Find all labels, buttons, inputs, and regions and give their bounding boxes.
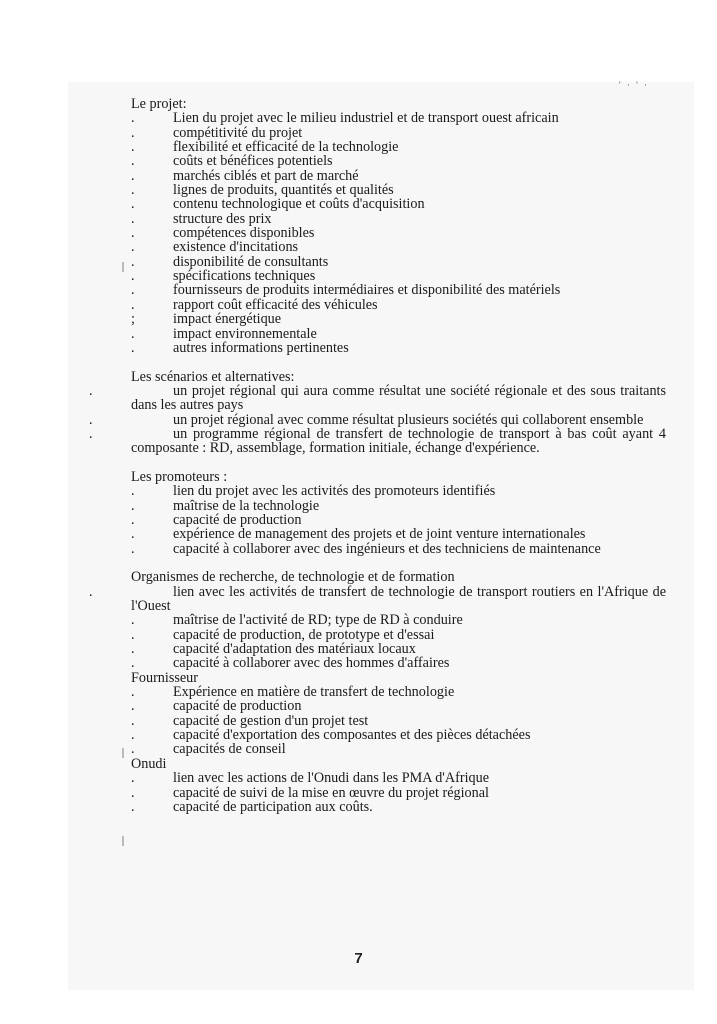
list-item: . capacité de gestion d'un projet test — [131, 712, 369, 729]
list-item: . lignes de produits, quantités et qualités — [131, 182, 394, 199]
paragraph-item: . un programme régional de transfert de technologie de transport à bas coût ayant 4 composante : RD, assemblage, formation initiale, échange d'expérience. — [89, 425, 666, 457]
bullet-mark: . — [131, 712, 135, 729]
bullet-mark: . — [131, 225, 135, 242]
list-item: . disponibilité de consultants — [131, 253, 329, 270]
section-heading-promoteurs: Les promoteurs : — [131, 468, 228, 485]
margin-tick — [122, 262, 124, 272]
document-body — [89, 96, 671, 815]
list-item: . maîtrise de l'activité de RD; type de RD à conduire — [131, 612, 463, 629]
list-item: . impact environnementale — [131, 325, 317, 342]
bullet-mark: . — [131, 684, 135, 701]
bullet-mark: . — [131, 655, 135, 672]
bullet-mark: . — [131, 784, 135, 801]
bullet-mark: . — [131, 727, 135, 744]
bullet-mark: . — [89, 583, 93, 600]
list-item: . capacité d'exportation des composantes et des pièces détachées — [131, 727, 531, 744]
list-item: . spécifications techniques — [131, 268, 316, 285]
list-item: . capacité de participation aux coûts. — [131, 798, 373, 815]
bullet-mark: . — [131, 110, 135, 127]
bullet-mark: . — [131, 268, 135, 285]
paragraph-item: . un projet régional qui aura comme résultat une société régionale et des sous traitants dans les autres pays — [89, 382, 666, 414]
bullet-mark: . — [131, 526, 135, 543]
list-item: . autres informations pertinentes — [131, 339, 349, 356]
list-item: . capacité de production — [131, 698, 302, 715]
list-item: . existence d'incitations — [131, 239, 299, 256]
list-item: . compétences disponibles — [131, 225, 315, 242]
list-item: . capacité à collaborer avec des ingénieurs et des techniciens de maintenance — [131, 540, 601, 557]
section-gap — [131, 556, 671, 570]
list-item: . capacité d'adaptation des matériaux locaux — [131, 641, 416, 658]
section-heading-projet: Le projet: — [131, 96, 187, 112]
scan-artifact-mark: ' · ' · — [619, 80, 649, 90]
bullet-mark: ; — [131, 311, 135, 328]
section-gap — [131, 456, 671, 470]
bullet-mark: . — [131, 741, 135, 758]
bullet-mark: . — [131, 239, 135, 256]
bullet-mark: . — [131, 124, 135, 141]
bullet-mark: . — [131, 770, 135, 787]
section-heading-fournisseur: Fournisseur — [131, 669, 198, 686]
list-item: . fournisseurs de produits intermédiaires et disponibilité des matériels — [131, 282, 561, 299]
list-item: . flexibilité et efficacité de la technologie — [131, 139, 399, 156]
list-item: . coûts et bénéfices potentiels — [131, 153, 333, 170]
bullet-mark: . — [131, 253, 135, 270]
list-item: . capacités de conseil — [131, 741, 286, 758]
bullet-mark: . — [131, 167, 135, 184]
bullet-mark: . — [131, 540, 135, 557]
list-item: . marchés ciblés et part de marché — [131, 167, 359, 184]
section-gap — [131, 355, 671, 369]
bullet-mark: . — [131, 325, 135, 342]
bullet-mark: . — [89, 411, 93, 428]
margin-tick — [122, 748, 124, 758]
bullet-mark: . — [131, 210, 135, 227]
bullet-mark: . — [131, 282, 135, 299]
page-number: 7 — [354, 950, 363, 967]
bullet-mark: . — [131, 698, 135, 715]
list-item: . lien du projet avec les activités des promoteurs identifiés — [131, 483, 496, 500]
section-heading-onudi: Onudi — [131, 755, 167, 772]
bullet-mark: . — [131, 798, 135, 815]
bullet-mark: . — [131, 139, 135, 156]
list-item: . maîtrise de la technologie — [131, 497, 320, 514]
list-item: . compétitivité du projet — [131, 124, 303, 141]
bullet-mark: . — [131, 196, 135, 213]
list-item: . structure des prix — [131, 210, 272, 227]
bullet-mark: . — [131, 483, 135, 500]
bullet-mark: . — [131, 182, 135, 199]
paragraph-item: . lien avec les activités de transfert de technologie de transport routiers en l'Afrique de l'Ouest — [89, 583, 666, 615]
margin-tick — [122, 836, 124, 846]
bullet-mark: . — [131, 296, 135, 313]
bullet-mark: . — [131, 626, 135, 643]
list-item: . Expérience en matière de transfert de technologie — [131, 684, 455, 701]
paragraph-item: . un projet régional avec comme résultat plusieurs sociétés qui collaborent ensemble — [89, 411, 644, 428]
list-item: . capacité de production — [131, 511, 302, 528]
bullet-mark: . — [131, 153, 135, 170]
list-item: . capacité à collaborer avec des hommes d'affaires — [131, 655, 450, 672]
list-item: ; impact énergétique — [131, 311, 282, 328]
bullet-mark: . — [131, 497, 135, 514]
list-item: . contenu technologique et coûts d'acquisition — [131, 196, 425, 213]
bullet-mark: . — [89, 425, 93, 442]
list-item: . expérience de management des projets et de joint venture internationales — [131, 526, 586, 543]
list-item: . rapport coût efficacité des véhicules — [131, 296, 378, 313]
list-item: . capacité de production, de prototype et d'essai — [131, 626, 435, 643]
bullet-mark: . — [131, 511, 135, 528]
bullet-mark: . — [131, 641, 135, 658]
bullet-mark: . — [131, 612, 135, 629]
bullet-mark: . — [89, 382, 93, 399]
bullet-mark: . — [131, 339, 135, 356]
list-item: . capacité de suivi de la mise en œuvre du projet régional — [131, 784, 489, 801]
list-item: . Lien du projet avec le milieu industriel et de transport ouest africain — [131, 110, 559, 127]
section-heading-organismes: Organismes de recherche, de technologie et de formation — [131, 569, 455, 586]
list-item: . lien avec les actions de l'Onudi dans les PMA d'Afrique — [131, 770, 489, 787]
section-heading-scenarios: Les scénarios et alternatives: — [131, 368, 295, 385]
